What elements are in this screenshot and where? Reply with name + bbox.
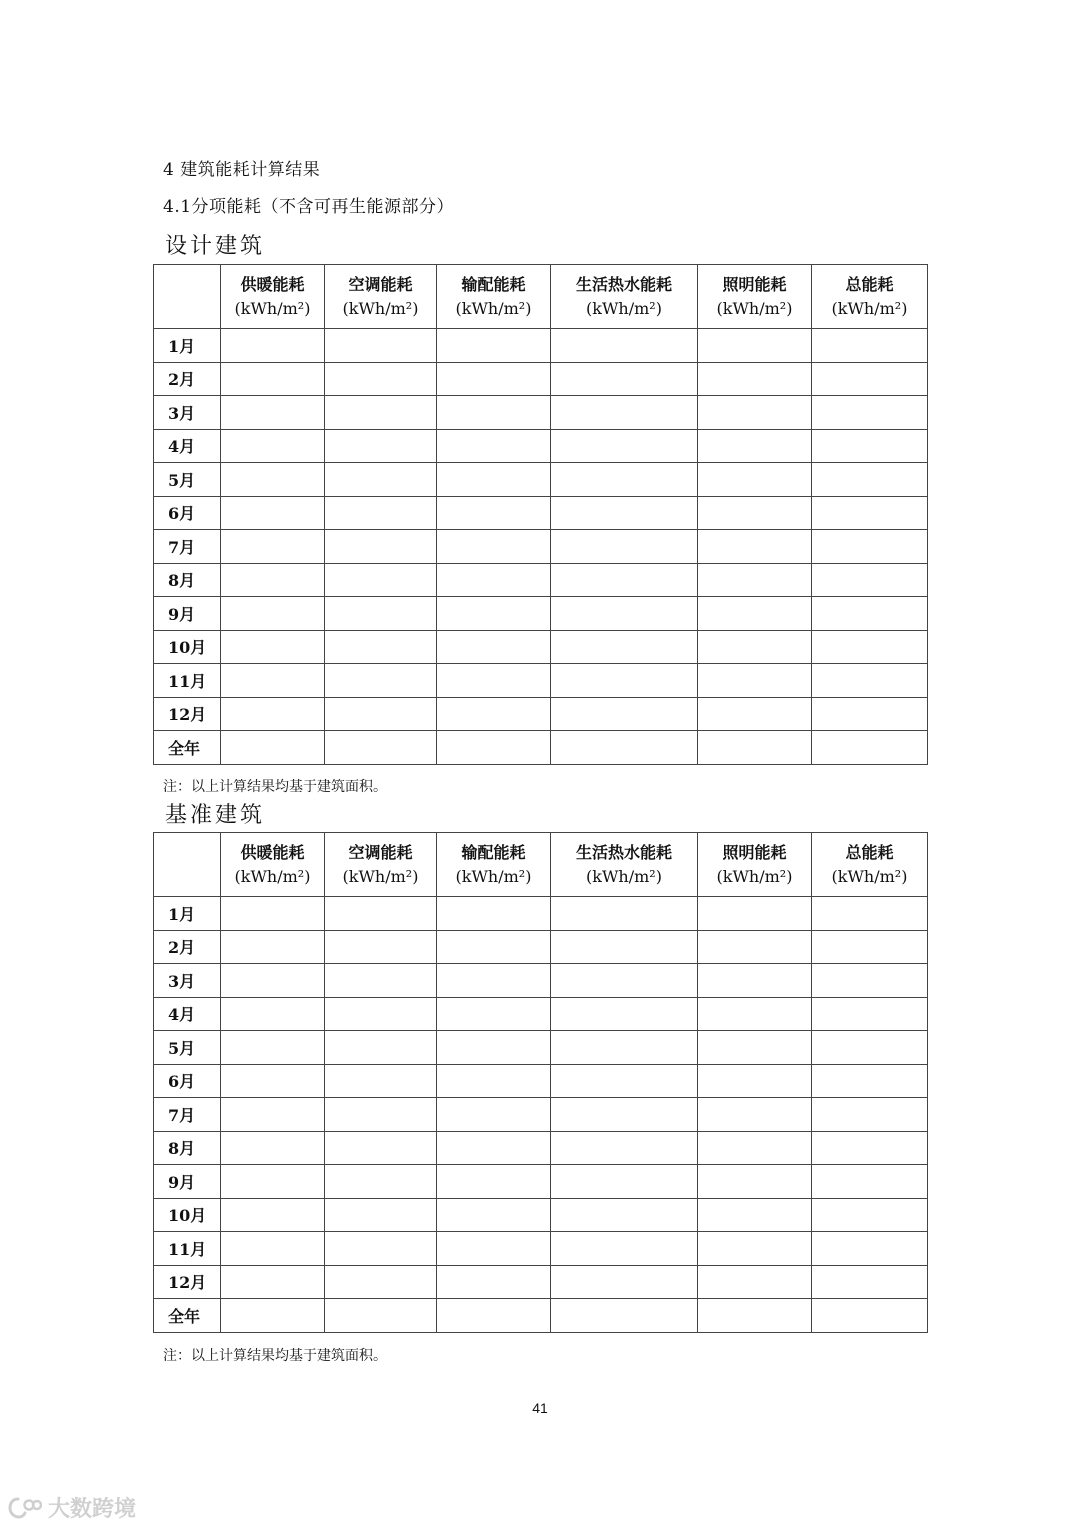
column-name: 输配能耗 — [461, 274, 526, 294]
value-cell — [325, 731, 437, 765]
baseline-building-title: 基准建筑 — [165, 803, 266, 828]
table-row — [154, 463, 928, 497]
column-unit: (kWh/m²) — [455, 866, 532, 886]
column-name: 总能耗 — [845, 842, 894, 862]
design-building-table — [153, 264, 928, 765]
value-cell — [437, 429, 551, 463]
value-cell — [325, 597, 437, 631]
column-header — [325, 265, 437, 329]
value-cell — [551, 1031, 698, 1065]
row-label: 8月 — [154, 563, 221, 597]
row-label: 10月 — [154, 1198, 221, 1232]
column-unit: (kWh/m²) — [716, 866, 793, 886]
value-cell — [437, 1031, 551, 1065]
value-cell — [698, 930, 812, 964]
value-cell — [551, 731, 698, 765]
row-label: 1月 — [154, 329, 221, 363]
column-header — [812, 833, 928, 897]
value-cell — [437, 1232, 551, 1266]
column-name: 空调能耗 — [348, 274, 413, 294]
value-cell — [437, 563, 551, 597]
value-cell — [437, 1265, 551, 1299]
value-cell — [325, 563, 437, 597]
row-label: 4月 — [154, 997, 221, 1031]
value-cell — [551, 1064, 698, 1098]
value-cell — [698, 530, 812, 564]
value-cell — [812, 329, 928, 363]
value-cell — [812, 396, 928, 430]
value-cell — [812, 1198, 928, 1232]
table-body — [154, 897, 928, 1333]
value-cell — [698, 964, 812, 998]
table-row — [154, 664, 928, 698]
value-cell — [551, 1131, 698, 1165]
value-cell — [698, 362, 812, 396]
value-cell — [437, 1165, 551, 1199]
value-cell — [221, 1131, 325, 1165]
table-note: 注：以上计算结果均基于建筑面积。 — [163, 1348, 387, 1364]
value-cell — [698, 1198, 812, 1232]
value-cell — [221, 362, 325, 396]
table-row — [154, 329, 928, 363]
row-label: 5月 — [154, 463, 221, 497]
row-label: 11月 — [154, 1232, 221, 1266]
row-label: 6月 — [154, 1064, 221, 1098]
value-cell — [221, 1031, 325, 1065]
value-cell — [437, 1098, 551, 1132]
table-row — [154, 597, 928, 631]
value-cell — [221, 429, 325, 463]
column-name: 总能耗 — [845, 274, 894, 294]
table-row — [154, 1299, 928, 1333]
value-cell — [437, 664, 551, 698]
value-cell — [221, 731, 325, 765]
value-cell — [812, 1031, 928, 1065]
value-cell — [221, 630, 325, 664]
value-cell — [437, 463, 551, 497]
value-cell — [551, 496, 698, 530]
value-cell — [221, 396, 325, 430]
value-cell — [698, 664, 812, 698]
row-label: 1月 — [154, 897, 221, 931]
value-cell — [698, 463, 812, 497]
value-cell — [437, 930, 551, 964]
baseline-building-table — [153, 832, 928, 1333]
column-header — [698, 833, 812, 897]
value-cell — [325, 1131, 437, 1165]
column-unit: (kWh/m²) — [831, 866, 908, 886]
row-label: 全年 — [154, 731, 221, 765]
table-row — [154, 1232, 928, 1266]
value-cell — [325, 697, 437, 731]
column-unit: (kWh/m²) — [586, 298, 662, 318]
value-cell — [437, 997, 551, 1031]
value-cell — [551, 396, 698, 430]
table-row — [154, 964, 928, 998]
value-cell — [437, 597, 551, 631]
value-cell — [437, 1064, 551, 1098]
subsection-heading: 4.1分项能耗（不含可再生能源部分） — [163, 197, 455, 217]
table-row — [154, 530, 928, 564]
value-cell — [812, 964, 928, 998]
table-row — [154, 731, 928, 765]
table-row — [154, 1031, 928, 1065]
row-label: 9月 — [154, 1165, 221, 1199]
value-cell — [221, 1098, 325, 1132]
value-cell — [812, 731, 928, 765]
row-label: 3月 — [154, 396, 221, 430]
row-label: 5月 — [154, 1031, 221, 1065]
value-cell — [437, 697, 551, 731]
value-cell — [812, 997, 928, 1031]
value-cell — [221, 697, 325, 731]
row-label: 12月 — [154, 697, 221, 731]
column-unit: (kWh/m²) — [716, 298, 793, 318]
watermark — [8, 1492, 136, 1523]
row-label: 7月 — [154, 1098, 221, 1132]
value-cell — [437, 897, 551, 931]
value-cell — [698, 1131, 812, 1165]
value-cell — [221, 463, 325, 497]
value-cell — [812, 1265, 928, 1299]
column-name: 生活热水能耗 — [575, 274, 672, 294]
value-cell — [221, 1198, 325, 1232]
column-header — [325, 833, 437, 897]
value-cell — [812, 429, 928, 463]
value-cell — [812, 496, 928, 530]
row-label: 8月 — [154, 1131, 221, 1165]
table-row — [154, 997, 928, 1031]
value-cell — [698, 597, 812, 631]
value-cell — [812, 463, 928, 497]
value-cell — [437, 1299, 551, 1333]
value-cell — [437, 496, 551, 530]
value-cell — [325, 997, 437, 1031]
value-cell — [698, 1232, 812, 1266]
value-cell — [812, 697, 928, 731]
value-cell — [551, 563, 698, 597]
value-cell — [698, 1098, 812, 1132]
value-cell — [221, 329, 325, 363]
value-cell — [812, 1098, 928, 1132]
value-cell — [221, 997, 325, 1031]
value-cell — [698, 563, 812, 597]
value-cell — [437, 362, 551, 396]
row-label: 6月 — [154, 496, 221, 530]
value-cell — [812, 1299, 928, 1333]
value-cell — [812, 362, 928, 396]
value-cell — [221, 1265, 325, 1299]
value-cell — [221, 930, 325, 964]
value-cell — [812, 1232, 928, 1266]
value-cell — [325, 1098, 437, 1132]
row-label: 2月 — [154, 930, 221, 964]
value-cell — [551, 964, 698, 998]
value-cell — [325, 1031, 437, 1065]
column-name: 空调能耗 — [348, 842, 413, 862]
value-cell — [551, 463, 698, 497]
column-header — [698, 265, 812, 329]
value-cell — [551, 1198, 698, 1232]
table-row — [154, 1265, 928, 1299]
value-cell — [812, 630, 928, 664]
table-row — [154, 930, 928, 964]
value-cell — [551, 597, 698, 631]
column-name: 输配能耗 — [461, 842, 526, 862]
value-cell — [551, 1232, 698, 1266]
value-cell — [698, 496, 812, 530]
value-cell — [698, 997, 812, 1031]
value-cell — [698, 1165, 812, 1199]
table-row — [154, 697, 928, 731]
table-row — [154, 1064, 928, 1098]
watermark-text: 大数跨境 — [48, 1497, 137, 1522]
row-label: 12月 — [154, 1265, 221, 1299]
value-cell — [437, 731, 551, 765]
value-cell — [325, 1265, 437, 1299]
table-row — [154, 496, 928, 530]
value-cell — [812, 664, 928, 698]
value-cell — [325, 496, 437, 530]
column-name: 生活热水能耗 — [575, 842, 672, 862]
value-cell — [437, 1131, 551, 1165]
value-cell — [221, 597, 325, 631]
value-cell — [698, 1265, 812, 1299]
table-row — [154, 396, 928, 430]
value-cell — [698, 897, 812, 931]
value-cell — [551, 329, 698, 363]
value-cell — [812, 1131, 928, 1165]
table-body — [154, 329, 928, 765]
column-name: 照明能耗 — [722, 274, 787, 294]
table-row — [154, 897, 928, 931]
value-cell — [325, 930, 437, 964]
value-cell — [812, 1064, 928, 1098]
value-cell — [551, 697, 698, 731]
value-cell — [325, 362, 437, 396]
value-cell — [698, 1299, 812, 1333]
value-cell — [551, 362, 698, 396]
value-cell — [551, 930, 698, 964]
table-row — [154, 1165, 928, 1199]
value-cell — [221, 1299, 325, 1333]
value-cell — [325, 897, 437, 931]
corner-cell — [154, 833, 221, 897]
table-row — [154, 563, 928, 597]
value-cell — [437, 964, 551, 998]
section-heading: 4 建筑能耗计算结果 — [163, 160, 321, 180]
table-row — [154, 1131, 928, 1165]
table-header-row — [154, 265, 928, 329]
corner-cell — [154, 265, 221, 329]
value-cell — [698, 1064, 812, 1098]
column-header — [437, 833, 551, 897]
column-unit: (kWh/m²) — [234, 866, 311, 886]
value-cell — [698, 630, 812, 664]
value-cell — [325, 1198, 437, 1232]
column-unit: (kWh/m²) — [586, 866, 662, 886]
value-cell — [551, 664, 698, 698]
value-cell — [551, 1098, 698, 1132]
value-cell — [221, 1232, 325, 1266]
row-label: 2月 — [154, 362, 221, 396]
row-label: 4月 — [154, 429, 221, 463]
value-cell — [325, 964, 437, 998]
value-cell — [221, 563, 325, 597]
value-cell — [812, 563, 928, 597]
value-cell — [221, 897, 325, 931]
value-cell — [698, 697, 812, 731]
table-row — [154, 1198, 928, 1232]
column-name: 供暖能耗 — [240, 842, 305, 862]
brand-logo-icon — [8, 1496, 42, 1520]
value-cell — [812, 930, 928, 964]
design-building-title: 设计建筑 — [165, 234, 266, 259]
value-cell — [551, 897, 698, 931]
column-header — [551, 833, 698, 897]
value-cell — [812, 1165, 928, 1199]
value-cell — [437, 630, 551, 664]
value-cell — [698, 1031, 812, 1065]
value-cell — [437, 396, 551, 430]
value-cell — [221, 1165, 325, 1199]
value-cell — [325, 530, 437, 564]
value-cell — [437, 530, 551, 564]
value-cell — [551, 1265, 698, 1299]
row-label: 10月 — [154, 630, 221, 664]
column-unit: (kWh/m²) — [234, 298, 311, 318]
value-cell — [325, 429, 437, 463]
value-cell — [698, 429, 812, 463]
row-label: 11月 — [154, 664, 221, 698]
value-cell — [551, 530, 698, 564]
row-label: 7月 — [154, 530, 221, 564]
column-header — [437, 265, 551, 329]
value-cell — [551, 1165, 698, 1199]
value-cell — [325, 1064, 437, 1098]
value-cell — [551, 429, 698, 463]
column-header — [551, 265, 698, 329]
row-label: 9月 — [154, 597, 221, 631]
page-number: 41 — [532, 1400, 548, 1416]
value-cell — [437, 329, 551, 363]
value-cell — [221, 530, 325, 564]
value-cell — [221, 1064, 325, 1098]
table-row — [154, 429, 928, 463]
table-row — [154, 1098, 928, 1132]
value-cell — [698, 329, 812, 363]
table-row — [154, 362, 928, 396]
value-cell — [812, 897, 928, 931]
value-cell — [221, 664, 325, 698]
column-unit: (kWh/m²) — [831, 298, 908, 318]
value-cell — [551, 997, 698, 1031]
value-cell — [325, 463, 437, 497]
value-cell — [437, 1198, 551, 1232]
value-cell — [551, 1299, 698, 1333]
column-header — [812, 265, 928, 329]
table-row — [154, 630, 928, 664]
column-header — [221, 265, 325, 329]
value-cell — [221, 964, 325, 998]
row-label: 全年 — [154, 1299, 221, 1333]
value-cell — [325, 1299, 437, 1333]
value-cell — [698, 396, 812, 430]
value-cell — [325, 1165, 437, 1199]
value-cell — [812, 597, 928, 631]
value-cell — [698, 731, 812, 765]
row-label: 3月 — [154, 964, 221, 998]
value-cell — [325, 664, 437, 698]
column-name: 供暖能耗 — [240, 274, 305, 294]
value-cell — [551, 630, 698, 664]
column-unit: (kWh/m²) — [342, 298, 419, 318]
column-name: 照明能耗 — [722, 842, 787, 862]
table-header-row — [154, 833, 928, 897]
value-cell — [325, 630, 437, 664]
value-cell — [221, 496, 325, 530]
value-cell — [325, 329, 437, 363]
value-cell — [812, 530, 928, 564]
value-cell — [325, 396, 437, 430]
column-unit: (kWh/m²) — [342, 866, 419, 886]
table-note: 注：以上计算结果均基于建筑面积。 — [163, 779, 387, 795]
value-cell — [325, 1232, 437, 1266]
column-unit: (kWh/m²) — [455, 298, 532, 318]
column-header — [221, 833, 325, 897]
